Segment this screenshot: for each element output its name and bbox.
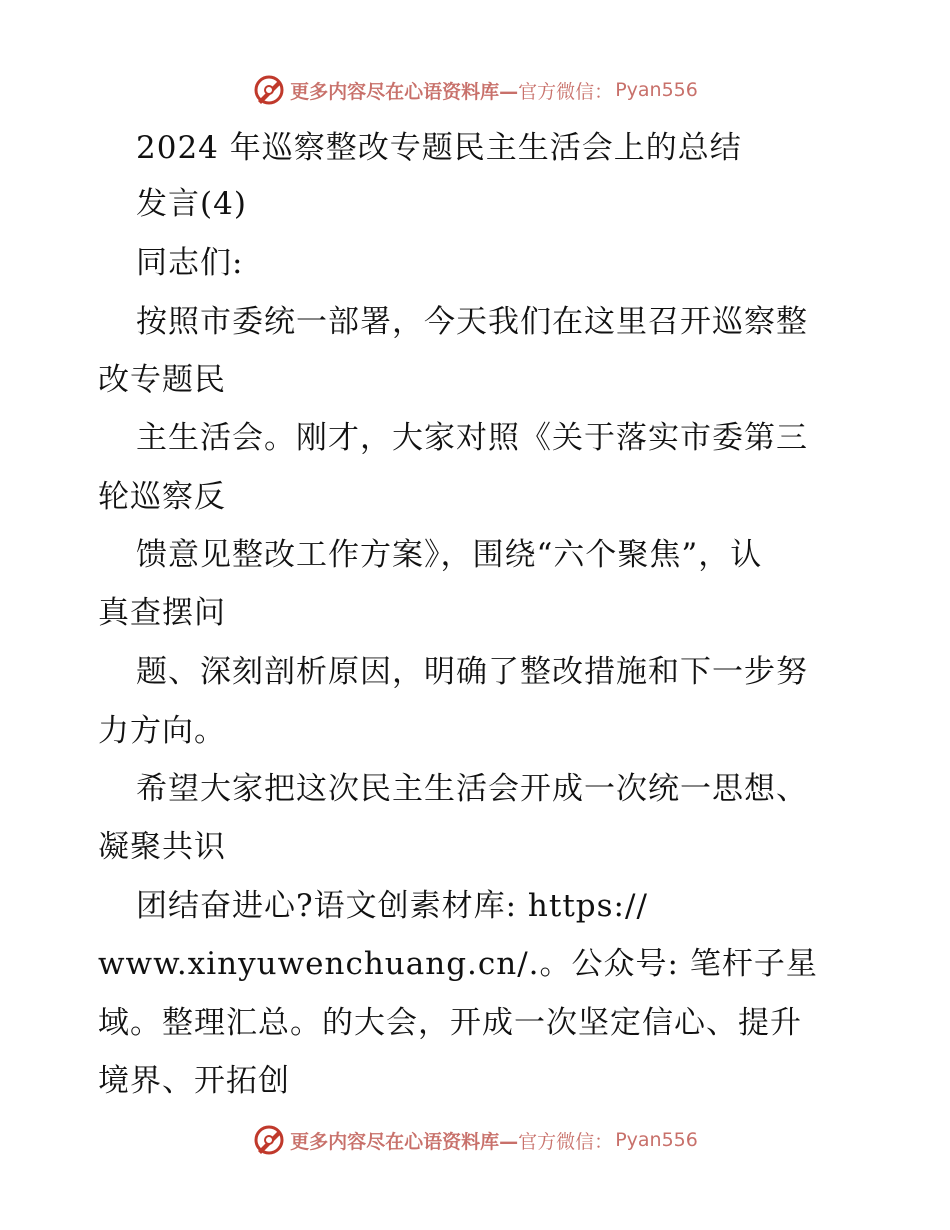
banner-text: 更多内容尽在心语资料库— <box>290 1130 519 1153</box>
paragraph-line: 力方向。 <box>98 713 226 749</box>
header-banner <box>0 70 950 110</box>
banner-wechat-id: Pyan556 <box>615 79 698 101</box>
banner-wechat-label: 官方微信： <box>518 80 614 103</box>
footer-banner <box>0 1120 950 1160</box>
paragraph-line: 主生活会。刚才，大家对照《关于落实市委第三 <box>136 420 808 456</box>
paragraph-line: www.xinyuwenchuang.cn/.。公众号: 笔杆子星 <box>98 946 818 982</box>
banner-text: 更多内容尽在心语资料库— <box>290 80 519 103</box>
paragraph-line: 凝聚共识 <box>98 829 226 865</box>
paragraph-line: 改专题民 <box>98 362 226 398</box>
doc-title-line-2: 发言(4) <box>136 186 247 222</box>
paragraph-line: 按照市委统一部署，今天我们在这里召开巡察整 <box>136 304 808 340</box>
paragraph-line: 境界、开拓创 <box>98 1063 290 1099</box>
pen-logo-icon <box>252 73 286 107</box>
paragraph-line: 轮巡察反 <box>98 479 226 515</box>
pen-logo-icon <box>252 1123 286 1157</box>
salutation: 同志们: <box>136 245 244 281</box>
banner-wechat-label: 官方微信： <box>518 1130 614 1153</box>
paragraph-line: 团结奋进心?语文创素材库: https:// <box>136 888 648 924</box>
paragraph-line: 馈意见整改工作方案》，围绕“六个聚焦”，认 <box>136 537 763 573</box>
paragraph-line: 域。整理汇总。的大会，开成一次坚定信心、提升 <box>98 1005 802 1041</box>
paragraph-line: 希望大家把这次民主生活会开成一次统一思想、 <box>136 771 808 807</box>
paragraph-line: 题、深刻剖析原因，明确了整改措施和下一步努 <box>136 654 808 690</box>
banner-wechat-id: Pyan556 <box>615 1129 698 1151</box>
paragraph-line: 真查摆问 <box>98 595 226 631</box>
doc-title-line-1: 2024 年巡察整改专题民主生活会上的总结 <box>136 130 742 166</box>
